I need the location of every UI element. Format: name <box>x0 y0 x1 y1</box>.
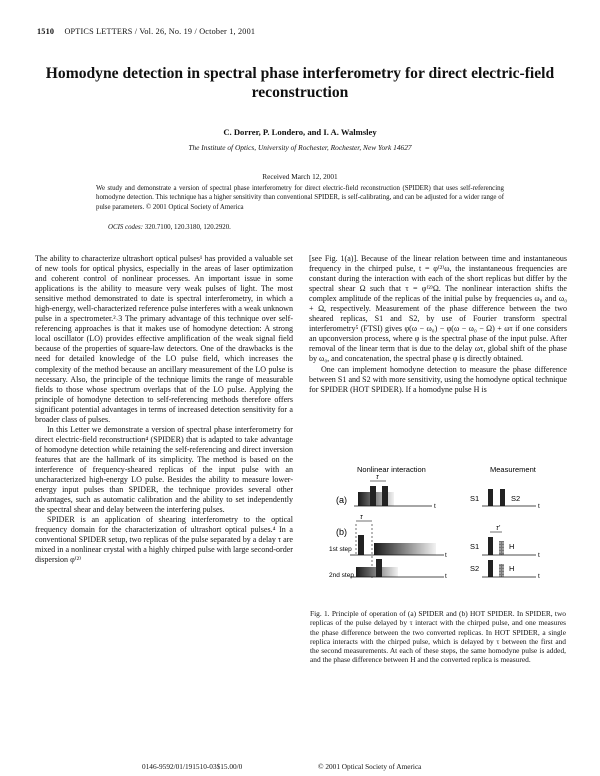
homodyne-pulse <box>499 564 504 577</box>
homodyne-pulse <box>499 541 504 555</box>
s1-pulse <box>488 537 493 555</box>
panel-a-label: (a) <box>336 495 347 505</box>
paragraph: The ability to characterize ultrashort optical pulses¹ has provided a valuable set of new tools for optical physics, especially in the areas of laser optimization and coherent control of nonlinear processes. An important issue in some applications is the ability to measure very weak pulses of light. The most sensitive method demonstrated to date is spectral interferometry, in which a high-energy, well-characterized reference pulse interferes with a weak unknown pulse in a spectrometer.²˒3 The primary advantage of this technique over self-referencing approaches is that it makes use of homodyne detection: A strong local oscillator (LO) provides effective amplification of the weak signal field because of the properties of square-law detectors. One of the drawbacks is the need for detailed knowledge of the LO pulse field, which increases the complexity of the method because an ancillary measurement of the LO pulse is necessary. Also, the principle of the technique limits the range of measurable fields to those whose spectrum overlaps that of the LO pulse. Applying the principle of homodyne detection to self-referencing methods therefore offers significant potential advantages in terms of increased detection sensitivity for a broader class of pulses. <box>35 254 293 424</box>
page-number: 1510 <box>37 27 55 36</box>
h-label: H <box>509 542 515 551</box>
time-label: t <box>538 552 540 559</box>
panel-b-label: (b) <box>336 527 347 537</box>
second-step-label: 2nd step <box>329 572 354 579</box>
paragraph: [see Fig. 1(a)]. Because of the linear relation between time and instantaneous frequency in the chirped pulse, t = φ⁽²⁾ω, the instantaneous frequencies are constant during the interaction with each of the short replicas but differ by the spectral shear Ω such that τ = φ⁽²⁾Ω. The nonlinear interaction shifts the complex amplitude of the replicas of the initial pulse by frequencies ω₀ and ω₀ + Ω, respectively. Measurement of the phase difference between the two sheared replicas, S1 and S2, by use of Fourier transform spectral interferometry⁵ (FTSI) gives φ(ω − ω₀) − φ(ω − ω₀ − Ω) + ωτ if one considers an upconversion process, where φ is the spectral phase of the input pulse. After removal of the linear term that is due to the delay ωτ, global shift of the phase by ω₀, and concatenation, the spectral phase φ is directly obtained. <box>309 254 567 364</box>
s1-label: S1 <box>470 542 480 551</box>
received-date: Received March 12, 2001 <box>262 172 338 181</box>
figure-caption: Fig. 1. Principle of operation of (a) SPIDER and (b) HOT SPIDER. In SPIDER, two replicas of the pulse delayed by τ interact with the chirped pulse, and one measures the phase difference between the two converted replicas. In HOT SPIDER, a single replica interacts with the chirped pulse, which is delayed by τ between the first and the second measurements. At each of these steps, the same homodyne pulse is added, and the phase difference between H and the converted replica is measured. <box>310 609 566 665</box>
h-label: H <box>509 564 515 573</box>
time-label: t <box>445 573 447 579</box>
replica-pulse <box>382 486 388 506</box>
figure-diagram <box>310 461 568 579</box>
copyright: © 2001 Optical Society of America <box>318 762 422 771</box>
journal-citation: OPTICS LETTERS / Vol. 26, No. 19 / October 1, 2001 <box>64 27 256 36</box>
first-step-label: 1st step <box>329 546 352 553</box>
paragraph: SPIDER is an application of shearing interferometry to the optical frequency domain for the characterization of ultrashort optical pulses.⁴ In a conventional SPIDER setup, two replicas of the pulse separated by a delay τ are mixed in a nonlinear crystal with a highly chirped pulse with large second-order dispersion φ⁽²⁾ <box>35 515 293 565</box>
time-label: t <box>538 503 540 510</box>
replica-pulse <box>358 535 364 555</box>
s2-label: S2 <box>511 494 521 503</box>
time-label: t <box>538 573 540 579</box>
authors: C. Dorrer, P. Londero, and I. A. Walmsley <box>223 127 377 137</box>
s2-label: S2 <box>470 564 480 573</box>
body-column-left <box>35 254 293 565</box>
tau-label: τ <box>360 514 363 521</box>
paragraph: One can implement homodyne detection to measure the phase difference between S1 and S2 with more sensitivity, using the homodyne optical technique for SPIDER (HOT SPIDER). If a homodyne pulse H is <box>309 364 567 394</box>
time-label: t <box>434 503 436 510</box>
figure-1 <box>310 461 568 579</box>
article-code: 0146-9592/01/191510-03$15.00/0 <box>142 762 243 771</box>
chirped-pulse <box>374 543 436 555</box>
measurement-label: Measurement <box>490 465 536 474</box>
ocis-values: 320.7100, 120.3180, 120.2920. <box>144 224 231 231</box>
abstract: We study and demonstrate a version of spectral phase interferometry for direct electric-field reconstruction (SPIDER) that uses self-referencing homodyne detection. This technique has a higher sensitivity than conventional SPIDER, is self-calibrating, and can be adjusted for a wider range of pulse parameters. © 2001 Optical Society of America <box>96 185 504 211</box>
affiliation: The Institute of Optics, University of Rochester, Rochester, New York 14627 <box>188 143 412 152</box>
time-label: t <box>445 552 447 559</box>
tau-prime-label: τ' <box>496 525 500 532</box>
s2-pulse <box>488 560 493 577</box>
paragraph: In this Letter we demonstrate a version of spectral phase interferometry for direct electric-field reconstruction⁴ (SPIDER) that is adapted to take advantage of homodyne detection while retaining the self-referencing and direct inversion features that are the hallmark of its simplicity. The method is based on the interference of frequency-sheared replicas of the input pulse with an uncharacterized high-energy LO pulse. Besides the ability to measure lower-energy input pulses than SPIDER, the technique provides several other advantages, such as automatic calibration and the ability to set independently the spectral shear and delay between the interfering pulses. <box>35 424 293 515</box>
replica-pulse <box>376 559 382 577</box>
s1-label: S1 <box>470 494 480 503</box>
tau-label: τ <box>376 474 379 481</box>
nonlinear-interaction-label: Nonlinear interaction <box>357 465 426 474</box>
paper-title: Homodyne detection in spectral phase interferometry for direct electric-field reconstruction <box>45 65 555 101</box>
s2-pulse <box>500 489 505 506</box>
replica-pulse <box>370 486 376 506</box>
running-header <box>37 27 255 36</box>
s1-pulse <box>488 489 493 506</box>
ocis-codes <box>108 224 231 231</box>
ocis-label: OCIS codes: <box>108 224 144 231</box>
body-column-right <box>309 254 567 395</box>
